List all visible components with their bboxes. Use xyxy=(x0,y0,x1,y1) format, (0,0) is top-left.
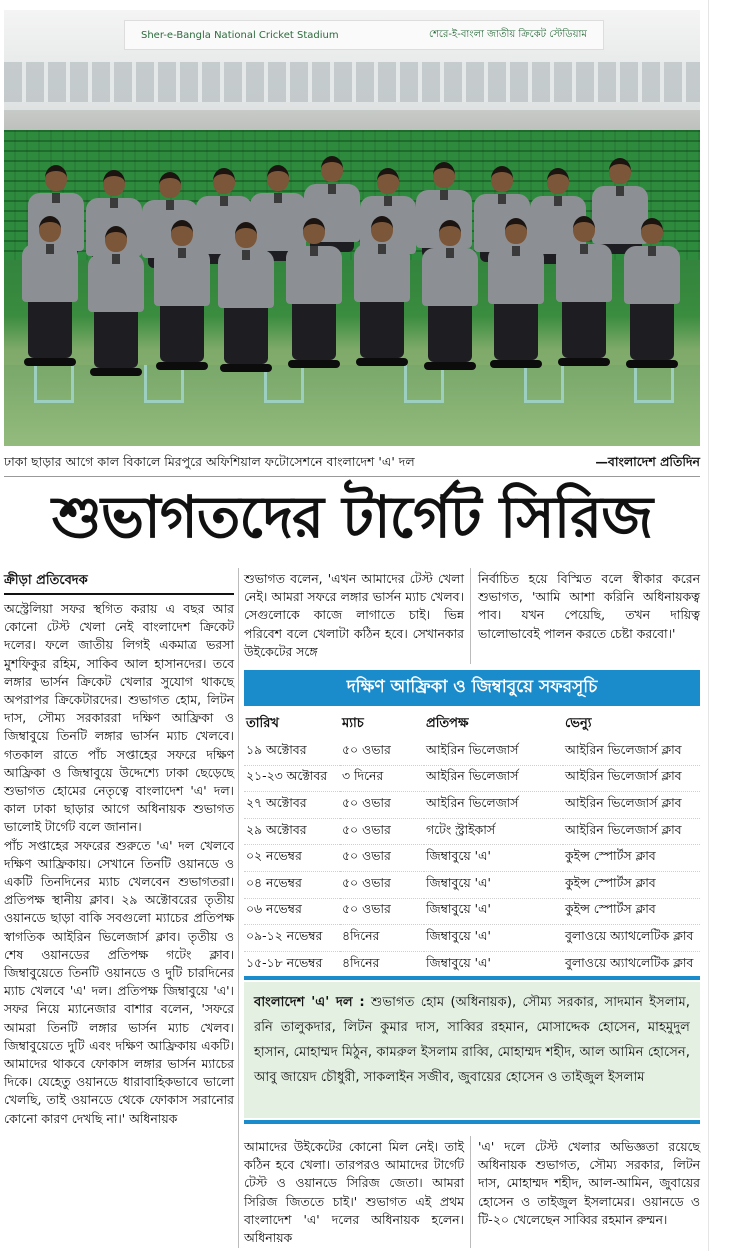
schedule-match: ৪দিনের xyxy=(340,951,424,977)
schedule-venue: আইরিন ভিলেজার্স ক্লাব xyxy=(565,741,682,757)
page-edge-rule xyxy=(708,0,709,1251)
player-front-6 xyxy=(354,216,410,366)
chair xyxy=(524,365,564,403)
schedule-venue: আইরিন ভিলেজার্স ক্লাব xyxy=(563,818,700,845)
chair xyxy=(34,365,74,403)
player-front-10 xyxy=(624,218,680,368)
schedule-date: ০৬ নভেম্বর xyxy=(244,898,340,925)
player-front-3 xyxy=(154,220,210,370)
caption-text: ঢাকা ছাড়ার আগে কাল বিকালে মিরপুরে অফিশিয়াল ফটোসেশনে বাংলাদেশ 'এ' দল xyxy=(4,454,415,469)
table-row xyxy=(244,871,700,898)
schedule-opponent: জিম্বাবুয়ে 'এ' xyxy=(424,925,563,952)
schedule-opponent: জিম্বাবুয়ে 'এ' xyxy=(424,951,563,977)
photo-credit: —বাংলাদেশ প্রতিদিন xyxy=(595,454,700,469)
schedule-venue: কুইন্স স্পোর্টস ক্লাব xyxy=(563,898,700,925)
article-paragraph: শুভাগত বলেন, 'এখন আমাদের টেস্ট খেলা নেই। আমরা সফরে লঙ্গার ভার্সন ম্যাচ খেলব। সেগুলোকে কাজে লাগাতে চাই। ভিন্ন পরিবেশ বলে খেলাটা কঠিন হবে। সেখানকার উইকেটের সঙ্গে xyxy=(244,571,464,659)
table-row xyxy=(244,792,700,819)
squad-box xyxy=(244,982,700,1118)
schedule-date: ২১-২৩ অক্টোবর xyxy=(244,765,340,792)
photo-caption xyxy=(4,454,700,472)
player-front-1 xyxy=(22,216,78,366)
schedule-header-match: ম্যাচ xyxy=(342,716,364,731)
player-front-2 xyxy=(88,226,144,376)
article-paragraph: পাঁচ সপ্তাহের সফরের শুরুতে 'এ' দল খেলবে দক্ষিণ আফ্রিকায়। সেখানে তিনটি ওয়ানডে ও একটি তিনদিনের ম্যাচ খেলবেন শুভাগতরা। প্রতিপক্ষ স্থানীয় ক্লাব। ২৯ অক্টোবরের তৃতীয় ওয়ানডে ছাড়া বাকি সবগুলো ম্যাচের প্রতিপক্ষ স্বাগতিক আইরিন ভিলেজার্স ক্লাব। তৃতীয় ও শেষ ওয়ানডের প্রতিপক্ষ গটেং ক্লাব। জিম্বাবুয়েতে তিনটি ওয়ানডে ও দুটি চারদিনের ম্যাচ খেলবে 'এ' দল। প্রতিপক্ষ জিম্বাবুয়ে 'এ'। সফর নিয়ে ম্যানেজার বাশার বলেন, 'সফরে আমরা তিনটি লঙ্গার ভার্সন ম্যাচ খেলব। জিম্বাবুয়েতে দুটি এবং দক্ষিণ আফ্রিকায় একটি। আমাদের থাকবে ফোকাস লঙ্গার ভার্সন ম্যাচের দিকে। যেহেতু ওয়ানডে ধারাবাহিকভাবে ভালো খেলছি, তাই ওয়ানডে থেকে ফোকাস সরানোর কোনো কারণ দেখছি না।' অধিনায়ক xyxy=(4,837,234,1126)
byline-underline xyxy=(4,593,234,595)
chair xyxy=(634,365,674,403)
stadium-sign-english: Sher-e-Bangla National Cricket Stadium xyxy=(141,29,339,41)
schedule-venue: বুলাওয়ে অ্যাথলেটিক ক্লাব xyxy=(563,951,700,977)
schedule-date: ২৯ অক্টোবর xyxy=(244,818,340,845)
schedule-match: ৫০ ওভার xyxy=(340,818,424,845)
article-column-3-bottom xyxy=(478,1138,700,1229)
team-photo xyxy=(4,10,700,446)
schedule-date: ১৫-১৮ নভেম্বর xyxy=(244,951,340,977)
byline: ক্রীড়া প্রতিবেদক xyxy=(4,573,88,588)
player-front-5 xyxy=(286,218,342,368)
chair xyxy=(404,365,444,403)
schedule-opponent: জিম্বাবুয়ে 'এ' xyxy=(424,898,563,925)
schedule-opponent: জিম্বাবুয়ে 'এ' xyxy=(424,845,563,872)
article-paragraph: আমাদের উইকেটের কোনো মিল নেই। তাই কঠিন হবে খেলা। তারপরও আমাদের টার্গেট টেস্ট ও ওয়ানডে সিরিজ জেতা। আমরা সিরিজ জিততে চাই।' শুভাগত এই প্রথম বাংলাদেশ 'এ' দলের অধিনায়ক হলেন। অধিনায়ক xyxy=(244,1139,464,1246)
schedule-match: ৫০ ওভার xyxy=(340,898,424,925)
schedule-venue: কুইন্স স্পোর্টস ক্লাব xyxy=(563,845,700,872)
article-paragraph: নির্বাচিত হয়ে বিস্মিত বলে স্বীকার করেন শুভাগত, 'আমি আশা করিনি অধিনায়কত্ব পাব। যখন পেয়েছি, তখন দায়িত্ব ভালোভাবেই পালন করতে চেষ্টা করবো।' xyxy=(478,571,700,641)
table-row xyxy=(244,765,700,792)
stadium-windows xyxy=(4,62,700,102)
stadium-sign-bangla: শেরে-ই-বাংলা জাতীয় ক্রিকেট স্টেডিয়াম xyxy=(428,28,587,40)
player-front-7 xyxy=(422,220,478,370)
player-front-4 xyxy=(218,222,274,372)
schedule-date: ১৯ অক্টোবর xyxy=(246,741,307,757)
table-row xyxy=(244,739,700,765)
schedule-venue: আইরিন ভিলেজার্স ক্লাব xyxy=(563,765,700,792)
column-divider xyxy=(470,568,471,664)
squad-bottom-bar xyxy=(244,1120,700,1124)
schedule-match: ৪দিনের xyxy=(340,925,424,952)
article-paragraph: 'এ' দলে টেস্ট খেলার অভিজ্ঞতা রয়েছে অধিনায়ক শুভাগত, সৌম্য সরকার, লিটন দাস, মোহাম্মদ শহীদ, আল-আমিন, জুবায়ের হোসেন ও তাইজুল ইসলামের। ওয়ানডে ও টি-২০ খেলেছেন সাব্বির রহমান রুম্মন। xyxy=(478,1139,700,1227)
player-front-9 xyxy=(556,216,612,366)
schedule-date: ২৭ অক্টোবর xyxy=(244,792,340,819)
table-row xyxy=(244,898,700,925)
schedule-venue: কুইন্স স্পোর্টস ক্লাব xyxy=(563,871,700,898)
schedule-match: ৫০ ওভার xyxy=(340,871,424,898)
chair xyxy=(144,365,184,403)
squad-top-bar xyxy=(244,976,700,980)
article-column-2-bottom xyxy=(244,1138,464,1247)
schedule-table xyxy=(244,712,700,977)
squad-list: শুভাগত হোম (অধিনায়ক), সৌম্য সরকার, সাদমান ইসলাম, রনি তালুকদার, লিটন কুমার দাস, সাব্বির রহমান, মোসাদ্দেক হোসেন, মাহমুদুল হাসান, মোহাম্মদ মিঠুন, কামরুল ইসলাম রাব্বি, মোহাম্মদ শহীদ, আল আমিন হোসেন, আবু জায়েদ চৌধুরী, সাকলাইন সজীব, জুবায়ের হোসেন ও তাইজুল ইসলাম xyxy=(254,995,690,1085)
schedule-date: ০৯-১২ নভেম্বর xyxy=(244,925,340,952)
column-divider xyxy=(238,568,239,1248)
schedule-opponent: গটেং স্ট্রাইকার্স xyxy=(424,818,563,845)
schedule-match: ৩ দিনের xyxy=(340,765,424,792)
schedule-venue: বুলাওয়ে অ্যাথলেটিক ক্লাব xyxy=(563,925,700,952)
schedule-date: ০২ নভেম্বর xyxy=(244,845,340,872)
column-divider xyxy=(470,1136,471,1248)
schedule-opponent: আইরিন ভিলেজার্স xyxy=(426,741,519,757)
stadium-sign xyxy=(124,20,604,50)
schedule-title: দক্ষিণ আফ্রিকা ও জিম্বাবুয়ে সফরসূচি xyxy=(244,670,700,706)
schedule-opponent: জিম্বাবুয়ে 'এ' xyxy=(424,871,563,898)
table-row xyxy=(244,818,700,845)
schedule-date: ০৪ নভেম্বর xyxy=(244,871,340,898)
article-paragraph: অস্ট্রেলিয়া সফর স্থগিত করায় এ বছর আর কোনো টেস্ট খেলা নেই বাংলাদেশ ক্রিকেট দলের। ফলে জাতীয় লিগই একমাত্র ভরসা মুশফিকুর রহিম, সাকিব আল হাসানদের। তবে লঙ্গার ভার্সন ক্রিকেট খেলার সুযোগ থাকছে অপরাপর ক্রিকেটারদের। শুভাগত হোম, লিটন দাস, সৌম্য সরকাররা দক্ষিণ আফ্রিকা ও জিম্বাবুয়ে তিনটি লঙ্গার ভার্সন ম্যাচ খেলবে। গতকাল রাতে পাঁচ সপ্তাহের সফরে দক্ষিণ আফ্রিকা ও জিম্বাবুয়ে উদ্দেশ্যে ঢাকা ছেড়েছে শুভাগত হোমের নেতৃত্বে বাংলাদেশ 'এ' দল। কাল ঢাকা ছাড়ার আগে অধিনায়ক শুভাগত ভালোই টার্গেট বলে জানান। xyxy=(4,601,234,835)
headline: শুভাগতদের টার্গেট সিরিজ xyxy=(51,482,653,551)
schedule-opponent: আইরিন ভিলেজার্স xyxy=(424,792,563,819)
article-column-2-top xyxy=(244,570,464,661)
article-column-1 xyxy=(4,600,234,1128)
schedule-venue: আইরিন ভিলেজার্স ক্লাব xyxy=(563,792,700,819)
grass xyxy=(4,365,700,446)
schedule-header-row xyxy=(244,712,700,739)
table-row xyxy=(244,845,700,872)
player-front-8 xyxy=(488,218,544,368)
squad-label: বাংলাদেশ 'এ' দল : xyxy=(254,995,365,1010)
table-row xyxy=(244,951,700,977)
schedule-header-date: তারিখ xyxy=(246,716,279,731)
schedule-match: ৫০ ওভার xyxy=(340,792,424,819)
article-column-3-top xyxy=(478,570,700,643)
table-row xyxy=(244,925,700,952)
schedule-match: ৫০ ওভার xyxy=(342,741,391,757)
schedule-header-venue: ভেন্যু xyxy=(565,716,592,731)
schedule-header-opponent: প্রতিপক্ষ xyxy=(426,716,469,731)
schedule-match: ৫০ ওভার xyxy=(340,845,424,872)
schedule-opponent: আইরিন ভিলেজার্স xyxy=(424,765,563,792)
